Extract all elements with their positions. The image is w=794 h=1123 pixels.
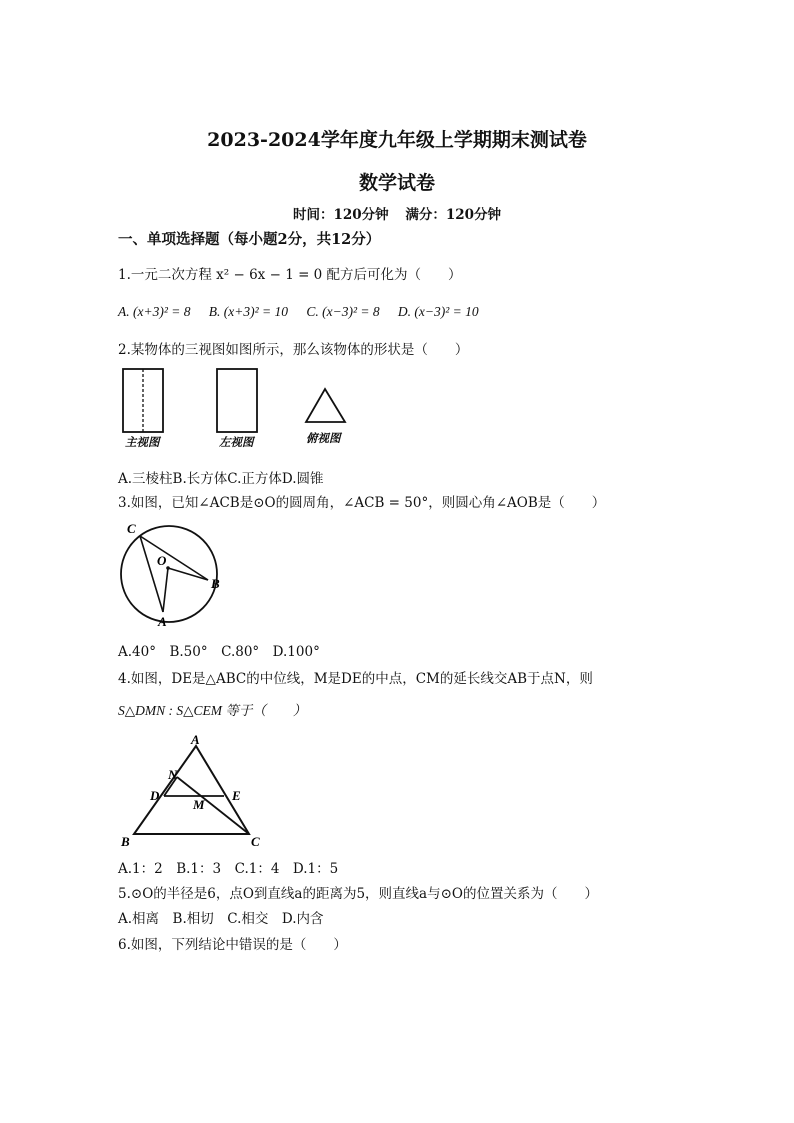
- question-2-stem: 2.某物体的三视图如图所示，那么该物体的形状是（ ）: [118, 342, 469, 358]
- exam-subtitle: 数学试卷: [358, 172, 435, 194]
- line-nc: [177, 777, 249, 834]
- exam-time: 时间：120分钟: [292, 207, 389, 223]
- question-2-options: A.三棱柱B.长方体C.正方体D.圆锥: [118, 471, 324, 487]
- exam-title: 2023-2024学年度九年级上学期期末测试卷: [207, 129, 587, 151]
- point-o-label: O: [157, 553, 167, 568]
- point-b-label: B: [121, 834, 130, 849]
- question-5-stem: 5.⊙O的半径是6，点O到直线a的距离为5，则直线a与⊙O的位置关系为（ ）: [118, 886, 598, 902]
- circle-figure: [115, 518, 235, 630]
- question-1-option-a: A. (x+3)² = 8: [118, 304, 191, 319]
- point-c-label: C: [127, 521, 136, 536]
- radius-ob: [168, 568, 208, 580]
- question-4-stem-continued: S△DMN : S△CEM 等于（ ）: [118, 703, 307, 718]
- center-point: [166, 566, 170, 570]
- chord-ca: [140, 536, 163, 612]
- question-5-options: A.相离 B.相切 C.相交 D.内含: [118, 911, 324, 927]
- chord-cb: [140, 536, 208, 580]
- question-1-option-b: B. (x+3)² = 10: [208, 304, 289, 319]
- point-d-label: D: [150, 788, 160, 803]
- top-view-triangle: [306, 389, 345, 422]
- question-1-option-c: C. (x−3)² = 8: [306, 304, 380, 319]
- point-c-label: C: [251, 834, 260, 849]
- radius-oa: [163, 568, 168, 612]
- label-side-view: 左视图: [219, 435, 254, 449]
- label-top-view: 俯视图: [306, 431, 341, 445]
- question-3-stem: 3.如图，已知∠ACB是⊙O的圆周角，∠ACB = 50°，则圆心角∠AOB是（ ）: [118, 495, 606, 511]
- question-1-option-d: D. (x−3)² = 10: [397, 304, 479, 319]
- section-heading: 一、单项选择题（每小题2分，共12分）: [118, 231, 381, 248]
- point-a-label: A: [158, 614, 167, 629]
- circle-o: [121, 526, 217, 622]
- point-b-label: B: [211, 576, 220, 591]
- triangle-figure: [115, 732, 275, 850]
- question-4-stem: 4.如图，DE是△ABC的中位线，M是DE的中点，CM的延长线交AB于点N，则: [118, 671, 593, 687]
- question-1-stem: 1.一元二次方程 x² − 6x − 1 = 0 配方后可化为（ ）: [118, 267, 462, 283]
- exam-meta: [0, 203, 794, 223]
- point-m-label: M: [193, 797, 205, 812]
- label-front-view: 主视图: [125, 435, 160, 449]
- point-a-label: A: [191, 732, 200, 747]
- question-6-stem: 6.如图，下列结论中错误的是（ ）: [118, 937, 347, 953]
- point-n-label: N: [168, 767, 178, 782]
- question-4-options: A.1：2 B.1：3 C.1：4 D.1：5: [118, 861, 339, 877]
- exam-score: 满分：120分钟: [405, 207, 502, 223]
- question-1-options: [118, 304, 493, 320]
- side-view-rect: [217, 369, 257, 432]
- three-view-figure: [115, 365, 365, 450]
- point-e-label: E: [232, 788, 241, 803]
- question-3-options: A.40° B.50° C.80° D.100°: [118, 644, 320, 660]
